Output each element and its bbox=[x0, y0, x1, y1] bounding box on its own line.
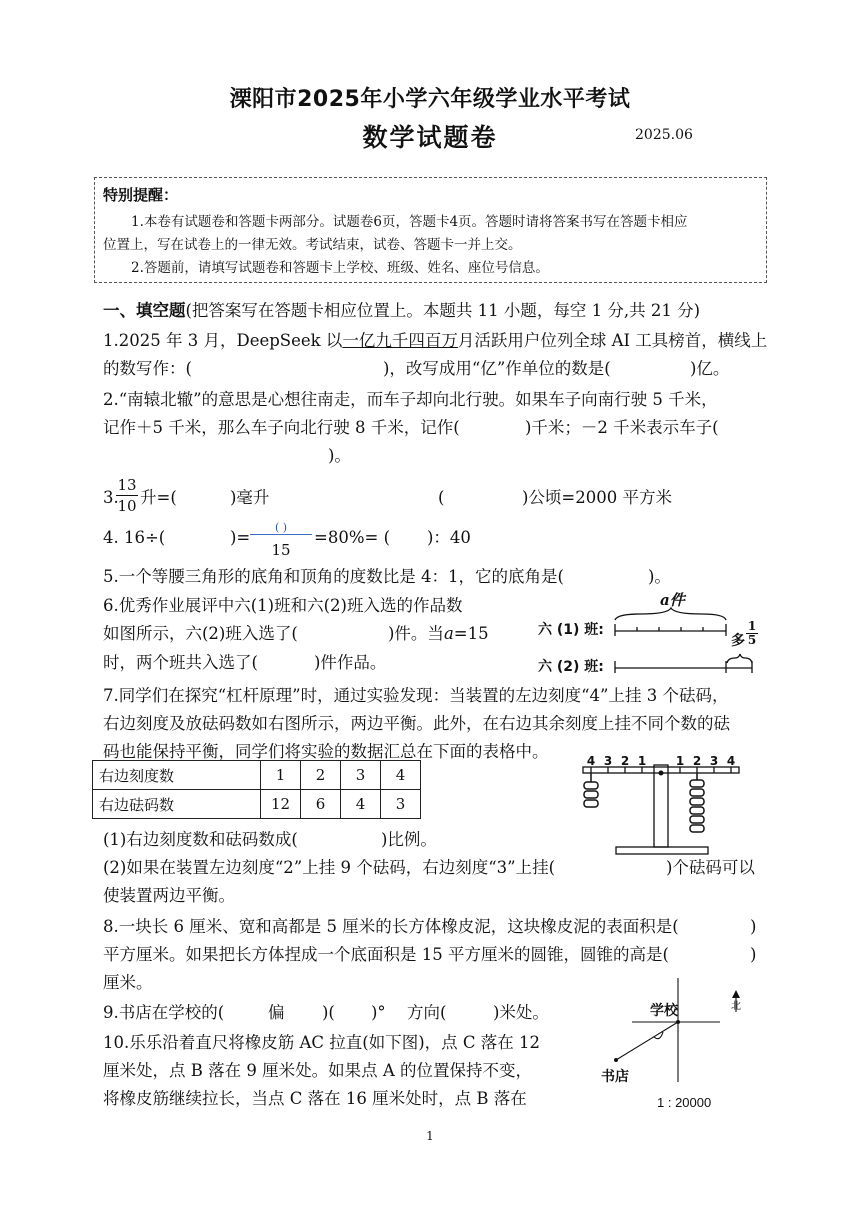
q1-text-a: 1.2025 年 3 月，DeepSeek 以 bbox=[103, 331, 343, 350]
table-cell: 12 bbox=[261, 790, 301, 819]
q6-diagram-label-a: a件 bbox=[660, 591, 685, 609]
q4-text-a: 4. 16÷( bbox=[103, 528, 166, 547]
map-school-label: 学校 bbox=[650, 1003, 678, 1019]
q8-line-3: 厘米。 bbox=[103, 973, 153, 992]
q5-text-b: )。 bbox=[648, 567, 671, 586]
exam-subtitle: 数学试题卷 bbox=[362, 123, 498, 152]
q6-line-3-a: 时，两个班共入选了( bbox=[103, 653, 258, 672]
q3-prefix: 3. bbox=[103, 488, 119, 507]
q1-underlined-number: 一亿九千四百万 bbox=[342, 331, 458, 350]
table-cell: 6 bbox=[301, 790, 341, 819]
table-cell: 3 bbox=[381, 790, 421, 819]
scale-label: 2 bbox=[692, 754, 702, 768]
table-cell: 3 bbox=[341, 761, 381, 790]
scale-label: 2 bbox=[620, 754, 630, 768]
q6-line-2-a: 如图所示，六(2)班入选了( bbox=[103, 624, 298, 643]
exam-date: 2025.06 bbox=[635, 127, 693, 143]
north-arrow-icon bbox=[732, 990, 740, 998]
q3-text-c: ( bbox=[438, 488, 445, 507]
q4-fraction-denominator: 15 bbox=[271, 541, 291, 559]
scale-label: 3 bbox=[709, 754, 719, 768]
q3-text-d: )公顷=2000 平方米 bbox=[522, 488, 672, 507]
q4-text-b: )= bbox=[230, 528, 251, 547]
q1-line-2-a: 的数写作：( bbox=[103, 359, 192, 378]
q2-line-2-b: )千米；－2 千米表示车子( bbox=[525, 418, 719, 437]
q5-text-a: 5.一个等腰三角形的底角和顶角的度数比是 4：1，它的底角是( bbox=[103, 567, 564, 586]
q6-line-3-b: )件作品。 bbox=[314, 653, 387, 672]
section-instruction: (把答案写在答题卡相应位置上。本题共 11 小题，每空 1 分,共 21 分) bbox=[185, 301, 701, 320]
q2-line-1: 2.“南辕北辙”的意思是心想往南走，而车子却向北行驶。如果车子向南行驶 5 千米， bbox=[103, 390, 718, 409]
q6-text-b: )件。当 bbox=[388, 624, 444, 643]
q10-line-2: 厘米处，点 B 落在 9 厘米处。如果点 A 的位置保持不变， bbox=[103, 1061, 533, 1080]
table-row-label: 右边砝码数 bbox=[93, 790, 261, 819]
q6-diagram-class2-label: 六 (2) 班: bbox=[538, 659, 604, 675]
section-title: 一、填空题 bbox=[103, 301, 186, 320]
q3-fraction-denominator: 10 bbox=[117, 497, 137, 515]
q7-sub1-b: )比例。 bbox=[381, 830, 437, 849]
q8-line-1-b: ) bbox=[750, 917, 757, 936]
notice-heading: 特别提醒： bbox=[103, 186, 179, 204]
q2-line-3: )。 bbox=[328, 446, 351, 465]
scale-label: 3 bbox=[603, 754, 613, 768]
q7-line-3: 码也能保持平衡，同学们将实验的数据汇总在下面的表格中。 bbox=[103, 742, 549, 761]
q7-sub2-b: )个砝码可以 bbox=[666, 858, 755, 877]
q10-line-1: 10.乐乐沿着直尺将橡皮筋 AC 拉直(如下图)，点 C 落在 12 bbox=[103, 1033, 541, 1052]
table-cell: 4 bbox=[341, 790, 381, 819]
map-bookstore-dot bbox=[614, 1058, 618, 1062]
q6-diagram-fraction-denominator: 5 bbox=[747, 633, 757, 647]
q3-text-b: )毫升 bbox=[230, 488, 270, 507]
q6-diagram-fraction-numerator: 1 bbox=[747, 619, 757, 633]
notice-line-2: 位置上，写在试卷上的一律无效。考试结束，试卷、答题卡一并上交。 bbox=[103, 237, 522, 253]
q9-text-a: 9.书店在学校的( bbox=[103, 1003, 225, 1022]
q6-variable-a: a bbox=[443, 624, 454, 643]
table-row-label: 右边刻度数 bbox=[93, 761, 261, 790]
q9-text-d: )° bbox=[371, 1003, 386, 1022]
scale-label: 4 bbox=[586, 754, 596, 768]
q8-line-2-a: 平方厘米。如果把长方体捏成一个底面积是 15 平方厘米的圆锥，圆锥的高是( bbox=[103, 945, 669, 964]
q10-line-3: 将橡皮筋继续拉长，当点 C 落在 16 厘米处时，点 B 落在 bbox=[103, 1089, 527, 1108]
q1-line-2-b: )，改写成用“亿”作单位的数是( bbox=[383, 359, 611, 378]
scale-label: 4 bbox=[726, 754, 736, 768]
q8-line-2-b: ) bbox=[750, 945, 757, 964]
notice-line-3: 2.答题前，请填写试题卷和答题卡上学校、班级、姓名、座位号信息。 bbox=[131, 260, 549, 276]
q4-text-c: =80%= ( bbox=[314, 528, 391, 547]
q9-text-c: )( bbox=[322, 1003, 335, 1022]
q7-sub1-a: (1)右边刻度数和砝码数成( bbox=[103, 830, 298, 849]
scale-label: 1 bbox=[637, 754, 647, 768]
q7-sub2-a: (2)如果在装置左边刻度“2”上挂 9 个砝码，右边刻度“3”上挂( bbox=[103, 858, 556, 877]
q2-line-2-a: 记作＋5 千米，那么车子向北行驶 8 千米，记作( bbox=[103, 418, 460, 437]
map-bookstore-line bbox=[616, 1022, 678, 1060]
q3-fraction-numerator: 13 bbox=[117, 476, 137, 494]
map-scale-label: 1 : 20000 bbox=[657, 1095, 712, 1110]
q7-line-2: 右边刻度及放砝码数如右图所示，两边平衡。此外，在右边其余刻度上挂不同个数的砝 bbox=[103, 714, 730, 733]
q9-text-e: 方向( bbox=[407, 1003, 447, 1022]
table-cell: 2 bbox=[301, 761, 341, 790]
page-number: 1 bbox=[426, 1129, 434, 1143]
q7-line-1: 7.同学们在探究“杠杆原理”时，通过实验发现：当装置的左边刻度“4”上挂 3 个砝码， bbox=[103, 686, 729, 705]
map-bookstore-label: 书店 bbox=[601, 1069, 629, 1085]
q6-diagram-class1-label: 六 (1) 班: bbox=[538, 622, 604, 638]
q6-text-d: =15 bbox=[453, 624, 489, 643]
q9-text-b: 偏 bbox=[268, 1003, 285, 1022]
exam-title: 溧阳市2025年小学六年级学业水平考试 bbox=[229, 87, 631, 112]
map-north-label: 北 bbox=[731, 1001, 741, 1012]
map-school-dot bbox=[676, 1020, 680, 1024]
table-cell: 4 bbox=[381, 761, 421, 790]
q4-fraction-numerator: ( ) bbox=[274, 521, 288, 534]
q9-text-f: )米处。 bbox=[493, 1003, 549, 1022]
q1-line-2-c: )亿。 bbox=[690, 359, 730, 378]
q3-text-a: 升=( bbox=[140, 488, 177, 507]
table-cell: 1 bbox=[261, 761, 301, 790]
q6-line-1: 6.优秀作业展评中六(1)班和六(2)班入选的作品数 bbox=[103, 596, 463, 615]
q6-diagram-more-label: 多 bbox=[731, 633, 745, 649]
q4-text-d: )：40 bbox=[427, 528, 471, 547]
q1-text-b: 月活跃用户位列全球 AI 工具榜首，横线上 bbox=[457, 331, 768, 350]
notice-line-1: 1.本卷有试题卷和答题卡两部分。试题卷6页，答题卡4页。答题时请将答案书写在答题卡相应 bbox=[131, 214, 688, 230]
q7-sub2-c: 使装置两边平衡。 bbox=[103, 886, 235, 905]
q8-line-1-a: 8.一块长 6 厘米、宽和高都是 5 厘米的长方体橡皮泥，这块橡皮泥的表面积是( bbox=[103, 917, 679, 936]
scale-label: 1 bbox=[675, 754, 685, 768]
